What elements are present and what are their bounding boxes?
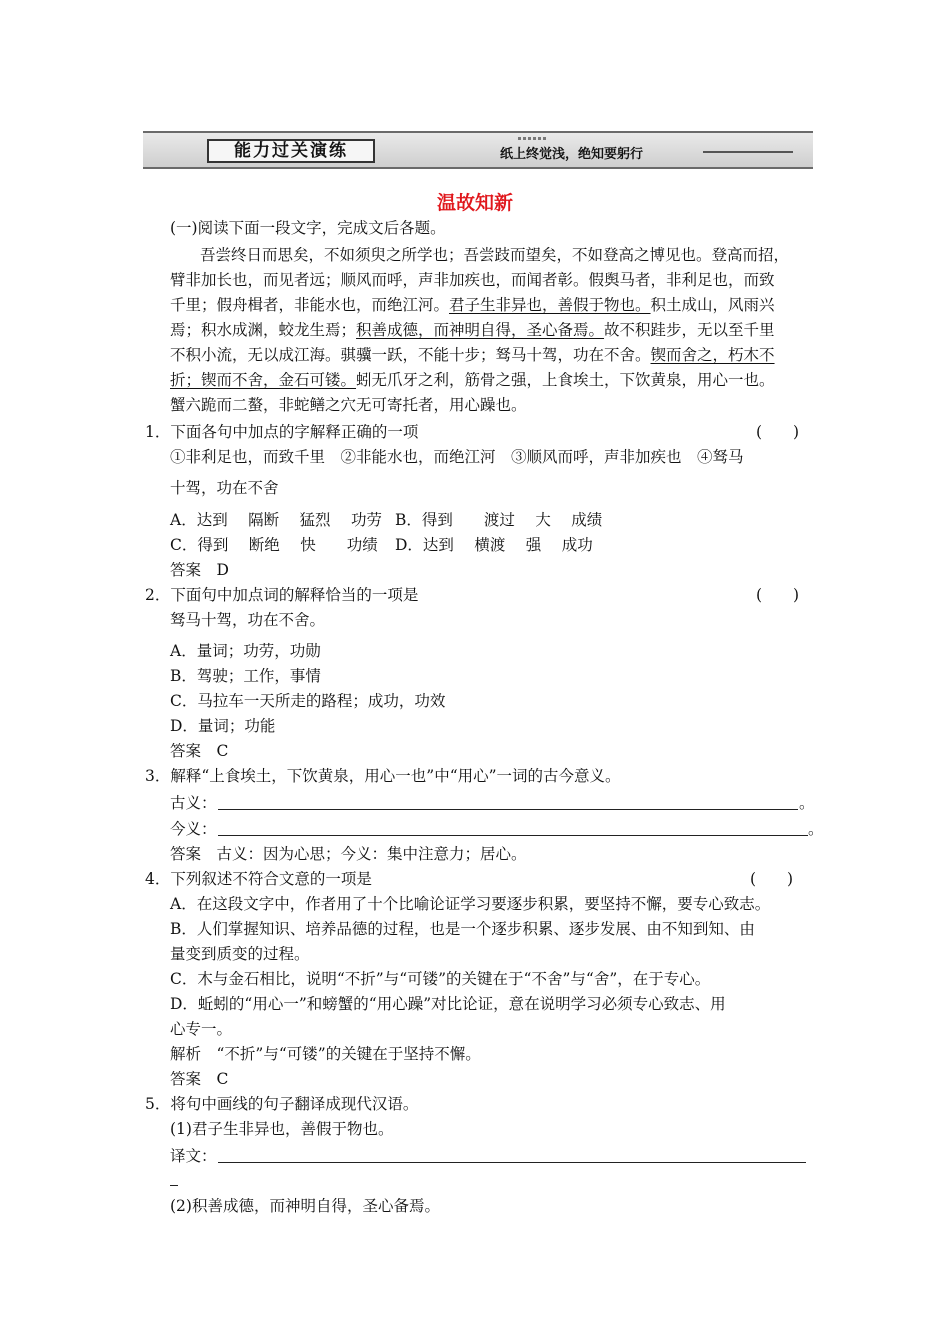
q4-option-d-line-1: D．蚯蚓的“用心一”和螃蟹的“用心躁”对比论证，意在说明学习必须专心致志、用 <box>170 995 726 1013</box>
q1-option-c: C．得到 断绝 快 功绩 <box>170 536 378 554</box>
q3-answer: 答案 古义：因为心思；今义：集中注意力；居心。 <box>170 845 527 863</box>
q2-stem: 2．下面句中加点词的解释恰当的一项是 <box>145 586 419 604</box>
underlined-sentence-1: 君子生非异也，善假于物也。 <box>449 296 651 314</box>
passage-line-3 <box>170 294 775 316</box>
q3-jin-blank[interactable] <box>218 835 808 836</box>
q4-option-a: A．在这段文字中，作者用了十个比喻论证学习要逐步积累，要坚持不懈，要专心致志。 <box>170 895 771 913</box>
q3-gu-label: 古义： <box>170 794 217 812</box>
banner-slogan: 纸上终觉浅，绝知要躬行 <box>500 147 644 162</box>
passage-line-1: 吾尝终日而思矣，不如须臾之所学也；吾尝跂而望矣，不如登高之博见也。登高而招， <box>200 246 790 264</box>
underlined-sentence-2: 积善成德，而神明自得，圣心备焉。 <box>356 321 605 339</box>
q3-jin-label: 今义： <box>170 820 217 838</box>
q5-translation-label: 译文： <box>170 1147 217 1165</box>
q4-analysis: 解析 “不折”与“可镂”的关键在于坚持不懈。 <box>170 1045 481 1063</box>
q1-stem: 1．下面各句中加点的字解释正确的一项 <box>145 423 419 441</box>
q2-option-c: C．马拉车一天所走的路程；成功，功效 <box>170 692 446 710</box>
q2-sentence: 驽马十驾，功在不舍。 <box>170 611 326 629</box>
intro-text: (一)阅读下面一段文字，完成文后各题。 <box>170 219 446 237</box>
passage-line-4 <box>170 319 775 341</box>
q5-stem: 5．将句中画线的句子翻译成现代汉语。 <box>145 1095 419 1113</box>
q1-answer-paren: ( ) <box>756 423 800 441</box>
q3-jin-period: 。 <box>808 820 824 838</box>
q3-gu-blank[interactable] <box>218 809 798 810</box>
section-title: 温故知新 <box>436 192 513 214</box>
q4-option-b-line-2: 量变到质变的过程。 <box>170 945 310 963</box>
q5-sentence-1: (1)君子生非异也，善假于物也。 <box>170 1120 394 1138</box>
q3-gu-period: 。 <box>799 794 815 812</box>
passage-text: 焉；积水成渊，蛟龙生焉； <box>170 321 357 339</box>
q5-sentence-2: (2)积善成德，而神明自得，圣心备焉。 <box>170 1197 440 1215</box>
passage-text: 积土成山，风雨兴 <box>650 296 775 314</box>
passage-text: 故不积跬步，无以至千里 <box>604 321 775 339</box>
banner-decoration <box>518 137 546 140</box>
q2-answer: 答案 C <box>170 742 229 760</box>
q2-option-b: B．驾驶；工作，事情 <box>170 667 321 685</box>
passage-text: 蚓无爪牙之利，筋骨之强，上食埃土，下饮黄泉，用心一也。 <box>356 371 775 389</box>
q5-translation-blank-tail[interactable] <box>170 1185 178 1186</box>
banner-title: 能力过关演练 <box>207 139 375 163</box>
passage-line-6 <box>170 369 775 391</box>
passage-text: 不积小流，无以成江海。骐骥一跃，不能十步；驽马十驾，功在不舍。 <box>170 346 651 364</box>
section-banner <box>143 131 813 169</box>
underlined-sentence-3: 锲而舍之，朽木不 <box>650 346 775 364</box>
q1-option-b: B．得到 渡过 大 成绩 <box>395 511 603 529</box>
q2-option-d: D．量词；功能 <box>170 717 276 735</box>
banner-rule <box>703 151 793 153</box>
q1-option-d: D．达到 横渡 强 成功 <box>395 536 593 554</box>
underlined-sentence-3b: 折；锲而不舍，金石可镂。 <box>170 371 357 389</box>
q1-answer: 答案 D <box>170 561 229 579</box>
passage-text: 千里；假舟楫者，非能水也，而绝江河。 <box>170 296 450 314</box>
q1-items-line-1: ①非利足也，而致千里 ②非能水也，而绝江河 ③顺风而呼，声非加疾也 ④驽马 <box>170 448 744 466</box>
q3-stem: 3．解释“上食埃土，下饮黄泉，用心一也”中“用心”一词的古今意义。 <box>145 767 621 785</box>
q4-option-c: C．木与金石相比，说明“不折”与“可镂”的关键在于“不舍”与“舍”，在于专心。 <box>170 970 711 988</box>
q5-translation-blank[interactable] <box>218 1162 806 1163</box>
q2-option-a: A．量词；功劳，功勋 <box>170 642 321 660</box>
q4-answer: 答案 C <box>170 1070 229 1088</box>
q1-items-line-2: 十驾，功在不舍 <box>170 479 279 497</box>
q4-answer-paren: ( ) <box>750 870 794 888</box>
q4-option-b-line-1: B．人们掌握知识、培养品德的过程，也是一个逐步积累、逐步发展、由不知到知、由 <box>170 920 755 938</box>
q1-option-a: A．达到 隔断 猛烈 功劳 <box>170 511 382 529</box>
passage-line-7: 蟹六跪而二螯，非蛇鳝之穴无可寄托者，用心躁也。 <box>170 396 527 414</box>
q4-option-d-line-2: 心专一。 <box>170 1020 233 1038</box>
passage-line-2: 臂非加长也，而见者远；顺风而呼，声非加疾也，而闻者彰。假舆马者，非利足也，而致 <box>170 271 775 289</box>
q4-stem: 4．下列叙述不符合文意的一项是 <box>145 870 372 888</box>
passage-line-5 <box>170 344 775 366</box>
q2-answer-paren: ( ) <box>756 586 800 604</box>
